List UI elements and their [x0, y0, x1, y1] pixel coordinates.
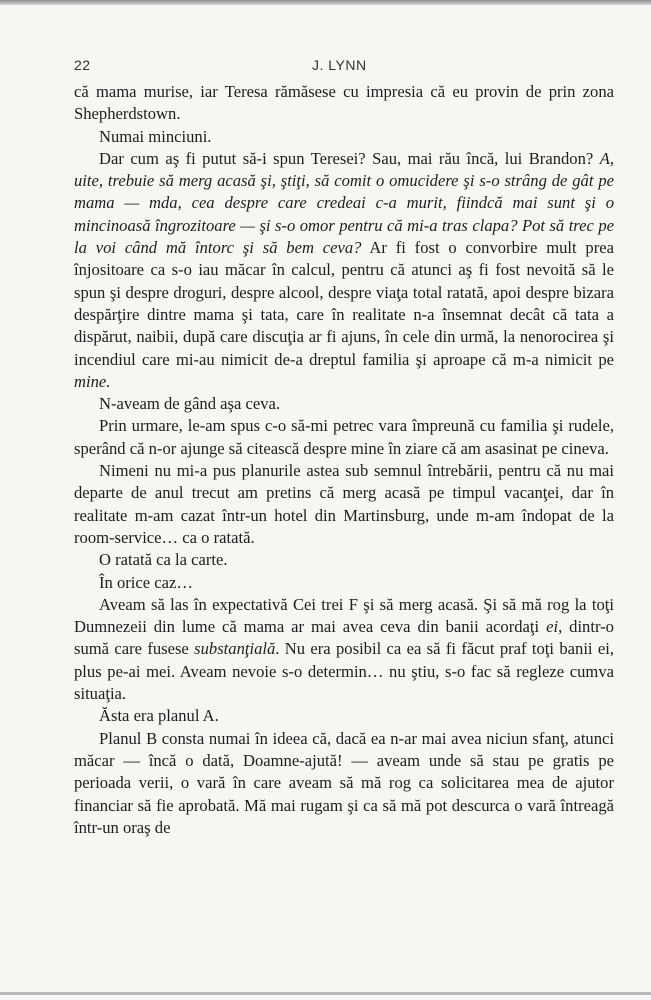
top-edge-rule: [0, 0, 651, 5]
body-text: [74, 81, 614, 839]
page-header: [74, 57, 586, 77]
page-number: 22: [74, 57, 91, 73]
paragraph: [74, 705, 614, 727]
paragraph-text: Nimeni nu mi-a pus planurile astea sub semnul întrebării, pentru că nu mai departe de anul trecut am pretins că merg acasă pe timpul vacanţei, dar în realitate m-am cazat într-un hotel din Martinsburg, unde m-am îndopat de la room-service… ca o ratată.: [74, 461, 614, 547]
paragraph-text: N-aveam de gând aşa ceva.: [99, 394, 281, 414]
paragraph: [74, 549, 614, 571]
paragraph: [74, 572, 614, 594]
paragraph-text: Prin urmare, le-am spus c-o să-mi petrec vara împreună cu familia şi rudele, sperând că n-or ajunge să citească despre mine în ziare că am asasinat pe cineva.: [74, 416, 614, 458]
paragraph-text: Dar cum aş fi putut să-i spun Teresei? Sau, mai rău încă, lui Brandon?: [99, 148, 600, 168]
italic-text: A, uite, trebuie să merg acasă şi, ştiţi, să comit o omucidere şi s-o strâng de gât pe mama — mda, cea despre care credeai c-a murit, fiindcă mai sunt şi o mincinoasă îngrozitoare — şi s-o omor pentru că mi-a tras clapa? Pot să trec pe la voi când mă întorc şi să bem ceva?: [74, 148, 614, 258]
paragraph: [74, 148, 614, 393]
paragraph: [74, 393, 614, 415]
paragraph: [74, 460, 614, 549]
paragraph-text: În orice caz…: [99, 572, 193, 592]
paragraph-text: Planul B consta numai în ideea că, dacă ea n-ar mai avea niciun sfanţ, atunci măcar — încă o dată, Doamne-ajută! — aveam unde să stau pe gratis pe perioada verii, o vară în care aveam să mă rog ca solicitarea mea de ajutor financiar să fie aprobată. Mă mai rugam şi ca să mă pot descurca o vară întreagă într-un oraş de: [74, 728, 614, 837]
italic-text: ei: [546, 617, 559, 637]
paragraph: [74, 126, 614, 148]
paragraph-text: Numai minciuni.: [99, 126, 212, 146]
paragraph: [74, 594, 614, 705]
paragraph-text: Ar fi fost o convorbire mult prea înjositoare ca s-o iau măcar în calcul, pentru că atunci aş fi fost nevoită să le spun şi despre droguri, despre alcool, despre viaţa total ratată, apoi despre bizara despărţire dintre mama şi tata, care în realitate n-a însemnat decât că tata a dispărut, naibii, după care discuţia ar fi ajuns, în cele din urmă, la nenorocirea şi incendiul care mi-au nimicit de-a dreptul familia şi aproape că m-a nimicit pe: [74, 238, 614, 369]
paragraph-text: O ratată ca la carte.: [99, 550, 228, 570]
paragraph-text: că mama murise, iar Teresa rămăsese cu impresia că eu provin de prin zona Shepherdstown.: [74, 82, 614, 124]
running-head-author: J. LYNN: [312, 57, 367, 73]
paragraph-text: . Nu era posibil ca ea să fi făcut praf toţi banii ei, plus pe-ai mei. Aveam nevoie s-o determin… nu ştiu, s-o fac să regleze cumva situaţia.: [74, 639, 615, 704]
italic-text: substanţială: [194, 639, 276, 659]
paragraph-text: Aveam să las în expectativă Cei trei F şi să merg acasă. Şi să mă rog la toţi Dumnezeii din lume că mama ar mai avea ceva din banii acordaţi: [74, 594, 614, 637]
bottom-edge-rule: [0, 992, 651, 995]
paragraph: [74, 81, 614, 126]
italic-text: mine.: [74, 371, 111, 391]
paragraph-text: Ăsta era planul A.: [99, 706, 219, 726]
paragraph: [74, 728, 614, 839]
paragraph: [74, 415, 614, 460]
paragraph-text: , dintr-o sumă care fusese: [74, 617, 614, 659]
